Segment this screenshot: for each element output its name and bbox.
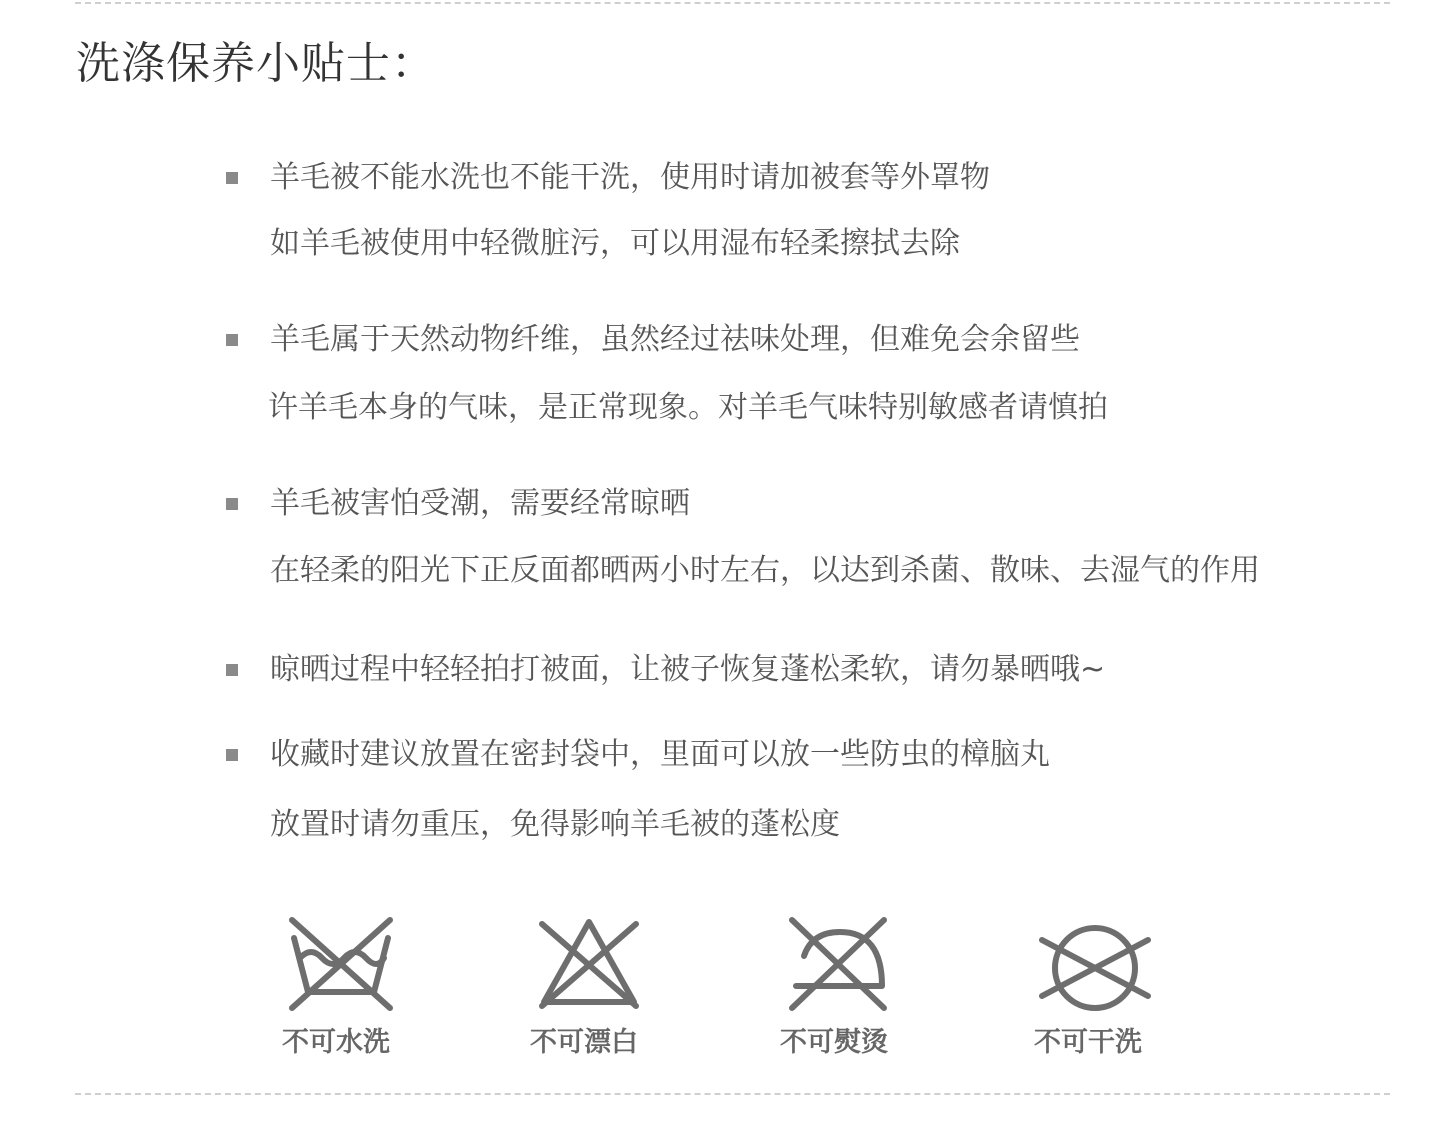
care-symbol-no-iron <box>744 910 924 1080</box>
care-symbols <box>0 910 1440 1080</box>
care-label: 不可熨烫 <box>780 1027 888 1058</box>
no-wash-icon <box>286 916 396 1012</box>
no-bleach-icon <box>534 916 644 1012</box>
tip-line: 羊毛被不能水洗也不能干洗，使用时请加被套等外罩物 <box>270 160 990 195</box>
care-label: 不可漂白 <box>530 1027 638 1058</box>
care-symbol-no-dry-clean <box>998 910 1178 1080</box>
bullet-icon <box>226 664 238 676</box>
tip-line: 放置时请勿重压，免得影响羊毛被的蓬松度 <box>270 807 840 842</box>
care-label: 不可水洗 <box>282 1027 390 1058</box>
care-symbol-no-bleach <box>494 910 674 1080</box>
tip-line: 羊毛属于天然动物纤维，虽然经过祛味处理，但难免会余留些 <box>270 322 1080 357</box>
tip-line: 羊毛被害怕受潮，需要经常晾晒 <box>270 486 690 521</box>
bullet-icon <box>226 334 238 346</box>
no-iron-icon <box>784 916 894 1012</box>
page-title: 洗涤保养小贴士： <box>76 38 436 89</box>
care-label: 不可干洗 <box>1034 1027 1142 1058</box>
bullet-icon <box>226 172 238 184</box>
tip-line: 许羊毛本身的气味，是正常现象。对羊毛气味特别敏感者请慎拍 <box>268 390 1108 425</box>
tip-line: 收藏时建议放置在密封袋中，里面可以放一些防虫的樟脑丸 <box>270 737 1050 772</box>
bullet-icon <box>226 749 238 761</box>
tip-line: 晾晒过程中轻轻拍打被面，让被子恢复蓬松柔软，请勿暴晒哦~ <box>270 652 1106 687</box>
top-divider <box>75 2 1390 4</box>
tip-line: 在轻柔的阳光下正反面都晒两小时左右，以达到杀菌、散味、去湿气的作用 <box>270 553 1260 588</box>
bullet-icon <box>226 498 238 510</box>
no-dry-clean-icon <box>1038 916 1148 1012</box>
care-symbol-no-wash <box>246 910 426 1080</box>
tip-line: 如羊毛被使用中轻微脏污，可以用湿布轻柔擦拭去除 <box>270 226 960 261</box>
bottom-divider <box>75 1093 1390 1095</box>
